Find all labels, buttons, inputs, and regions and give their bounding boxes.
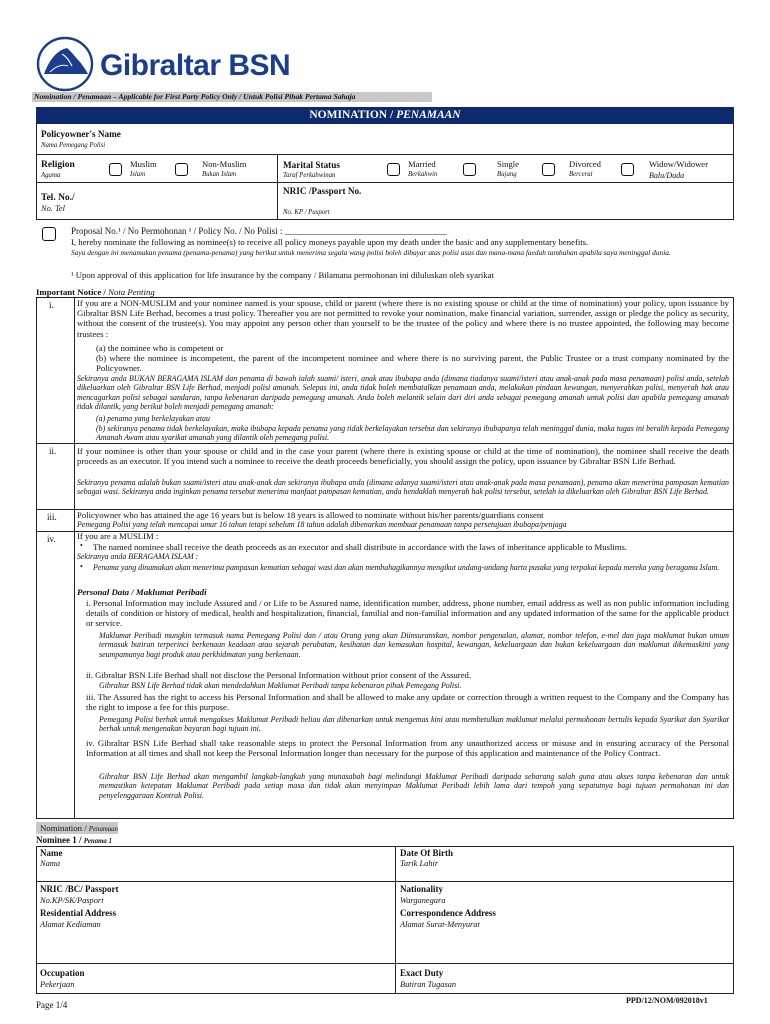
section-title-en: NOMINATION /: [309, 109, 397, 121]
nominee-name-label-ms: Nama: [40, 859, 61, 868]
policyowner-name-field[interactable]: [36, 124, 734, 155]
nominee-nationality-label: Nationality: [400, 884, 444, 894]
pd-iv-ms: Gibraltar BSN Life Berhad akan mengambil langkah-langkah yang munasabah bagi melindungi Maklumat Peribadi daripada sebarang salah guna atau akses tanpa kebenaran dan untuk memastikan ketepatan Maklumat Peribadi pada setiap masa dan tidak akan menyimpan Maklumat Peribadi lebih lama dari tempoh yang sepatutnya bagi tujuan permohonan ini dan penyelenggaraan Kontrak Polisi.: [99, 772, 729, 800]
notice-i-b: (b) where the nominee is incompetent, the parent of the incompetent nominee and where there is no surviving parent, the Public Trustee or a trust company nominated by the Policyowner.: [96, 353, 729, 374]
nominee-1-label: [36, 835, 112, 846]
nominee-name-input[interactable]: [39, 870, 393, 880]
notice-iii-ms: Pemegang Polisi yang telah mencapai umur 16 tahun tetapi sebelum 18 tahun adalah dibenarkan membuat penamaan tanpa persetujuan ibubapa/penjaga: [77, 520, 567, 529]
pd-ii-en: ii. Gibraltar BSN Life Berhad shall not disclose the Personal Information without prior consent of the Assured.: [86, 670, 472, 680]
nominee-name-label: Name: [40, 848, 63, 858]
nominate-text-ms: Saya dengan ini menamakan penama (penama-penama) yang berikut untuk menerima segala wang polisi boleh dibayar atas polisi asas dan mana-mana faedah tambahan apabila saya meninggal dunia.: [71, 248, 671, 257]
nominee-nric-label-ms: No.KP/SK/Pasport: [40, 896, 104, 905]
notice-iii-en: Policyowner who has attained the age 16 years but is below 18 years is allowed to nominate without his/her parents/guardians consent: [77, 510, 544, 520]
notice-i-a: (a) the nominee who is competent or: [96, 343, 224, 353]
single-label: Single: [497, 159, 519, 169]
nominee-nric-label: NRIC /BC/ Passport: [40, 884, 119, 894]
notice-i-ms: Sekiranya anda BUKAN BERAGAMA ISLAM dan penama di bawah ialah suami/ isteri, anak atau ibubapa anda (dimana tiadanya suami/isteri atau anak-anak pada masa penamaan) polisi anda, setelah dikeluarkan oleh Gibraltar BSN Life Berhad, menjadi polisi amanah. Selepas ini, anda tidak boleh membatalkan penamaan anda, melakukan pindaan kewangan, menyerahkan polisi, menyerah hak atau mencagarkan polisi sebagai sandaran, tanpa kebenaran daripada pemegang amanah. Anda boleh melantik selain dari diri anda sebagai pemegang amanah untuk polisi dan apabila pemegang amanah tidak dilantik, yang berikut boleh menjadi pemegang amanah:: [77, 374, 729, 412]
notice-title-ms: Nota Penting: [108, 287, 155, 297]
proposal-footnote: ¹ Upon approval of this application for life insurance by the company / Bilamana permohonan ini diluluskan oleh syarikat: [71, 270, 494, 280]
divorced-label: Divorced: [569, 159, 601, 169]
nominee-table: [36, 846, 734, 994]
nominee-corr-label: Correspondence Address: [400, 908, 496, 918]
notice-ii-ms: Sekiranya penama adalah bukan suami/isteri atau anak-anak dan sekiranya ibubapa anda (dimana adanya suami/isteri atau anak-anak pada masa penamaan), penama akan menerima pampasan kematian sebagai wasi. Sekiranya anda inginkan penama tersebut menerima manfaat pampasan kematian, anda hendaklah menyerah hak polisi tersebut, setelah ia dikeluarkan oleh Gibraltar BSN Life Berhad.: [77, 478, 729, 497]
notice-item-ii-label: ii.: [49, 446, 57, 456]
religion-label: Religion: [41, 160, 75, 170]
notice-item-i-label: i.: [49, 300, 54, 310]
bullet-icon: •: [80, 562, 83, 571]
pd-iii-ms: Pemegang Polisi berhak untuk mengakses Maklumat Peribadi beliau dan dibenarkan untuk mengemas kini atau membetulkan maklumat melalui permohonan bertulis kepada Syarikat dan Syarikat berhak untuk mengenakan bayaran bagi tujuan ini.: [99, 715, 729, 734]
policyowner-name-label-ms: Nama Pemegang Polisi: [41, 142, 106, 149]
brand-logo: [36, 36, 326, 92]
nominee-1-en: Nominee 1 /: [36, 835, 84, 845]
nominee-address-label-ms: Alamat Kediaman: [40, 920, 101, 929]
muslim-label-ms: Islam: [130, 171, 146, 178]
notice-i-ms-b: (b) sekiranya penama tidak berkelayakan, maka ibubapa kepada penama yang tidak berkelayakan tersebut dan sekiranya ibubapanya telah meninggal dunia, maka tugas ini beralih kepada Pemegang Amanah Awam atau syarikat amanah yang dilantik oleh pemegang polisi.: [96, 424, 729, 443]
notice-ii-en: If your nominee is other than your spouse or child and in the case your parent (where there is existing spouse or child at the time of nomination), the nominee shall receive the death proceeds as an executor. If you intend such a nominee to receive the death proceeds beneficially, you should assign the policy, upon issuance by Gibraltar BSN Life Berhad.: [77, 446, 729, 467]
single-label-ms: Bujang: [497, 171, 517, 178]
nominee-duty-label-ms: Butiran Tugasan: [400, 980, 457, 989]
pd-i-ms: Maklumat Peribadi mungkin termasuk nama Pemegang Polisi dan / atau Orang yang akan Diinsuranskan, nombor pengenalan, alamat, nombor telefon, e-mel dan juga maklumat bukan umum termasuk butiran terperinci berkenaan keadaan atau sejarah perubatan, kesihatan dan kemasukan hospital, kewangan, kekeluargaan dan bukan kekeluargaan dan maklumat dikemaskini yang seumpamanya bagi produk atau perkhidmatan yang berkenaan.: [99, 631, 729, 659]
pd-iv-en: iv. Gibraltar BSN Life Berhad shall take reasonable steps to protect the Personal Information from any unauthorized access or misuse and in ensuring accuracy of the Personal Information at all times and shall not keep the Personal Information longer than necessary for the purpose of this application and maintenance of the Policy Contract.: [86, 738, 729, 759]
rock-emblem-icon: [36, 36, 94, 92]
pd-ii-ms: Gibraltar BSN Life Berhad tidak akan mendedahkan Maklumat Peribadi tanpa kebenaran pihak Pemegang Polisi.: [99, 681, 462, 690]
nomination-header-ms: Penamaan: [88, 826, 118, 833]
muslim-label: Muslim: [130, 159, 157, 169]
policyowner-name-label: Policyowner's Name: [41, 129, 121, 139]
nominee-1-ms: Penama 1: [83, 838, 112, 845]
nominee-dob-label-ms: Tarik Lahir: [400, 859, 439, 868]
nonmuslim-label: Non-Muslim: [202, 159, 247, 169]
nominee-occupation-label-ms: Pekerjaan: [40, 980, 75, 989]
section-title: [36, 107, 734, 124]
pd-iii-en: iii. The Assured has the right to access his Personal Information and shall be allowed to make any update or correction through a written request to the Company and the Company has the right to impose a fee for this purpose.: [86, 692, 729, 713]
nominee-dob-label: Date Of Birth: [400, 848, 453, 858]
single-checkbox[interactable]: [463, 163, 476, 176]
nomination-header-en: Nomination /: [40, 823, 89, 833]
nomination-header: [36, 822, 734, 834]
tel-label: Tel. No./: [41, 193, 75, 203]
pd-i-en: i. Personal Information may include Assured and / or Life to be Assured name, identification number, address, phone number, email address as well as non public information including details of condition or history of medical, health and hospitalization, financial, familial and non-familial information and any updated information of the same for the applicable product or service.: [86, 598, 729, 629]
notice-iv-bullet-ms: Penama yang dinamakan akan menerima pampasan kematian sebagai wasi dan akan membahagikannya mengikut undang-undang harta pusaka yang terpakai kepada mereka yang beragama Islam.: [93, 563, 720, 572]
form-code: PPD/12/NOM/092018v1: [626, 996, 708, 1005]
brand-name: Gibraltar BSN: [100, 49, 291, 82]
nric-label-ms: No. KP / Pasport: [283, 209, 330, 216]
notice-item-iii-label: iii.: [47, 512, 57, 522]
notice-i-ms-a: (a) penama yang berkelayakan atau: [96, 414, 210, 423]
top-banner-text: Nomination / Penamaan – Applicable for First Party Policy Only / Untuk Polisi Pihak Pertama Sahaja: [34, 92, 356, 101]
tel-label-ms: No. Tel: [41, 204, 65, 213]
page-number: Page 1/4: [36, 1000, 68, 1010]
widow-label-ms: Balu/Duda: [649, 171, 685, 180]
notice-title-en: Important Notice /: [36, 287, 109, 297]
religion-marital-row: [36, 155, 734, 183]
nominee-address-label: Residential Address: [40, 908, 117, 918]
widow-label: Widow/Widower: [649, 159, 708, 169]
married-label: Married: [408, 159, 436, 169]
notice-iv-ms: Sekiranya anda BERAGAMA ISLAM :: [77, 552, 199, 561]
marital-label-ms: Taraf Perkahwinan: [283, 172, 336, 179]
notice-item-iv-label: iv.: [47, 534, 56, 544]
personal-data-title: Personal Data / Maklumat Peribadi: [77, 587, 207, 597]
religion-label-ms: Agama: [41, 172, 61, 179]
nonmuslim-label-ms: Bukan Islam: [202, 171, 237, 178]
nominate-text: I, hereby nominate the following as nominee(s) to receive all policy moneys payable upon my death under the basic and any supplementary benefits.: [71, 237, 589, 247]
notice-iv-bullet-en: The named nominee shall receive the death proceeds as an executor and shall distribute in accordance with the laws of inheritance applicable to Muslims.: [93, 542, 628, 552]
married-label-ms: Berkahwin: [408, 171, 438, 178]
muslim-checkbox[interactable]: [109, 163, 122, 176]
nominee-occupation-label: Occupation: [40, 968, 85, 978]
divorced-checkbox[interactable]: [542, 163, 555, 176]
notice-i-en: If you are a NON-MUSLIM and your nominee named is your spouse, child or parent (where there is no existing spouse or child at the time of nomination) your policy, upon issuance by Gibraltar BSN Life Berhad, becomes a trust policy. Thereafter you are not permitted to revoke your nomination, make financial variation, surrender, assign or pledge the policy as security, without the consent of the trustee(s). You may appoint any person other than yourself to be the trustee of the policy and where there is no trustee appointed, the following may become trustees :: [77, 298, 729, 339]
divorced-label-ms: Bercerai: [569, 171, 593, 178]
section-title-ms: PENAMAAN: [396, 109, 461, 121]
nominee-corr-label-ms: Alamat Surat-Menyurat: [400, 920, 480, 929]
nric-label: NRIC /Passport No.: [283, 186, 362, 196]
bullet-icon: •: [80, 541, 83, 550]
tel-nric-row: [36, 183, 734, 220]
marital-label: Marital Status: [283, 160, 340, 170]
widow-checkbox[interactable]: [621, 163, 634, 176]
notice-iv-en: If you are a MUSLIM :: [77, 531, 159, 541]
notice-title: [36, 287, 155, 298]
nominate-checkbox[interactable]: [42, 227, 56, 241]
proposal-line[interactable]: Proposal No.¹ / No Permohonan ¹ / Policy No. / No Polisi : ____________________________________: [71, 226, 447, 236]
nonmuslim-checkbox[interactable]: [175, 163, 188, 176]
nominee-nationality-label-ms: Warganegara: [400, 896, 446, 905]
nominee-duty-label: Exact Duty: [400, 968, 444, 978]
married-checkbox[interactable]: [387, 163, 400, 176]
